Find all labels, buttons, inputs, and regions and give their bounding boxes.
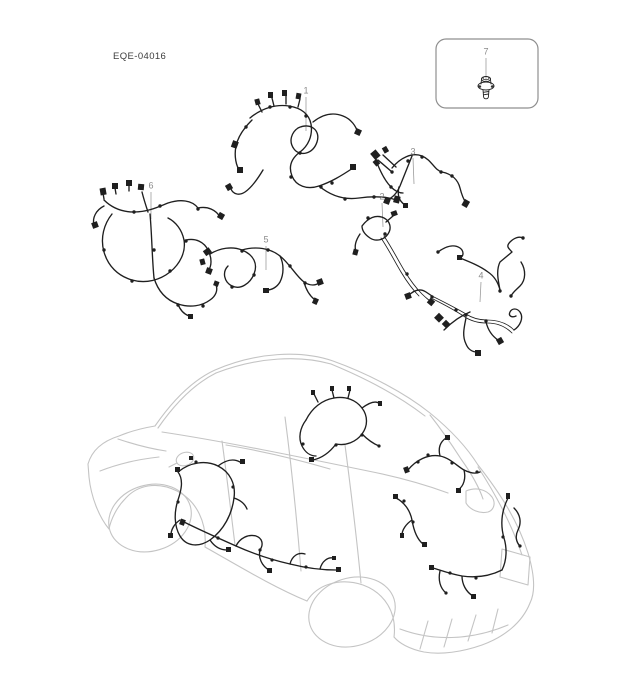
car-hatch-harness-illustration xyxy=(393,494,427,547)
car-outline-illustration xyxy=(88,354,534,657)
callout-2[interactable]: 2 xyxy=(379,191,385,202)
harness-2-illustration xyxy=(352,210,435,306)
callout-leader-lines xyxy=(151,97,484,302)
front-wheel xyxy=(100,474,200,562)
car-quarter-harness-illustration xyxy=(403,435,480,493)
callout-1[interactable]: 1 xyxy=(303,85,309,96)
callout-5[interactable]: 5 xyxy=(263,234,269,245)
harness-1-illustration xyxy=(225,90,401,204)
harness-3-illustration xyxy=(370,146,470,208)
callout-6[interactable]: 6 xyxy=(148,180,154,191)
harness-4-illustration xyxy=(404,236,525,356)
diagram-code: EQE-04016 xyxy=(113,51,167,62)
callout-3[interactable]: 3 xyxy=(410,146,416,157)
rear-wheel xyxy=(300,567,404,658)
callout-7[interactable]: 7 xyxy=(483,46,489,57)
harness-6-illustration xyxy=(91,180,225,319)
car-floor-harness-illustration xyxy=(300,386,382,462)
harness-5-illustration xyxy=(199,247,324,305)
callout-4[interactable]: 4 xyxy=(478,270,484,281)
bolt-icon xyxy=(478,76,494,98)
